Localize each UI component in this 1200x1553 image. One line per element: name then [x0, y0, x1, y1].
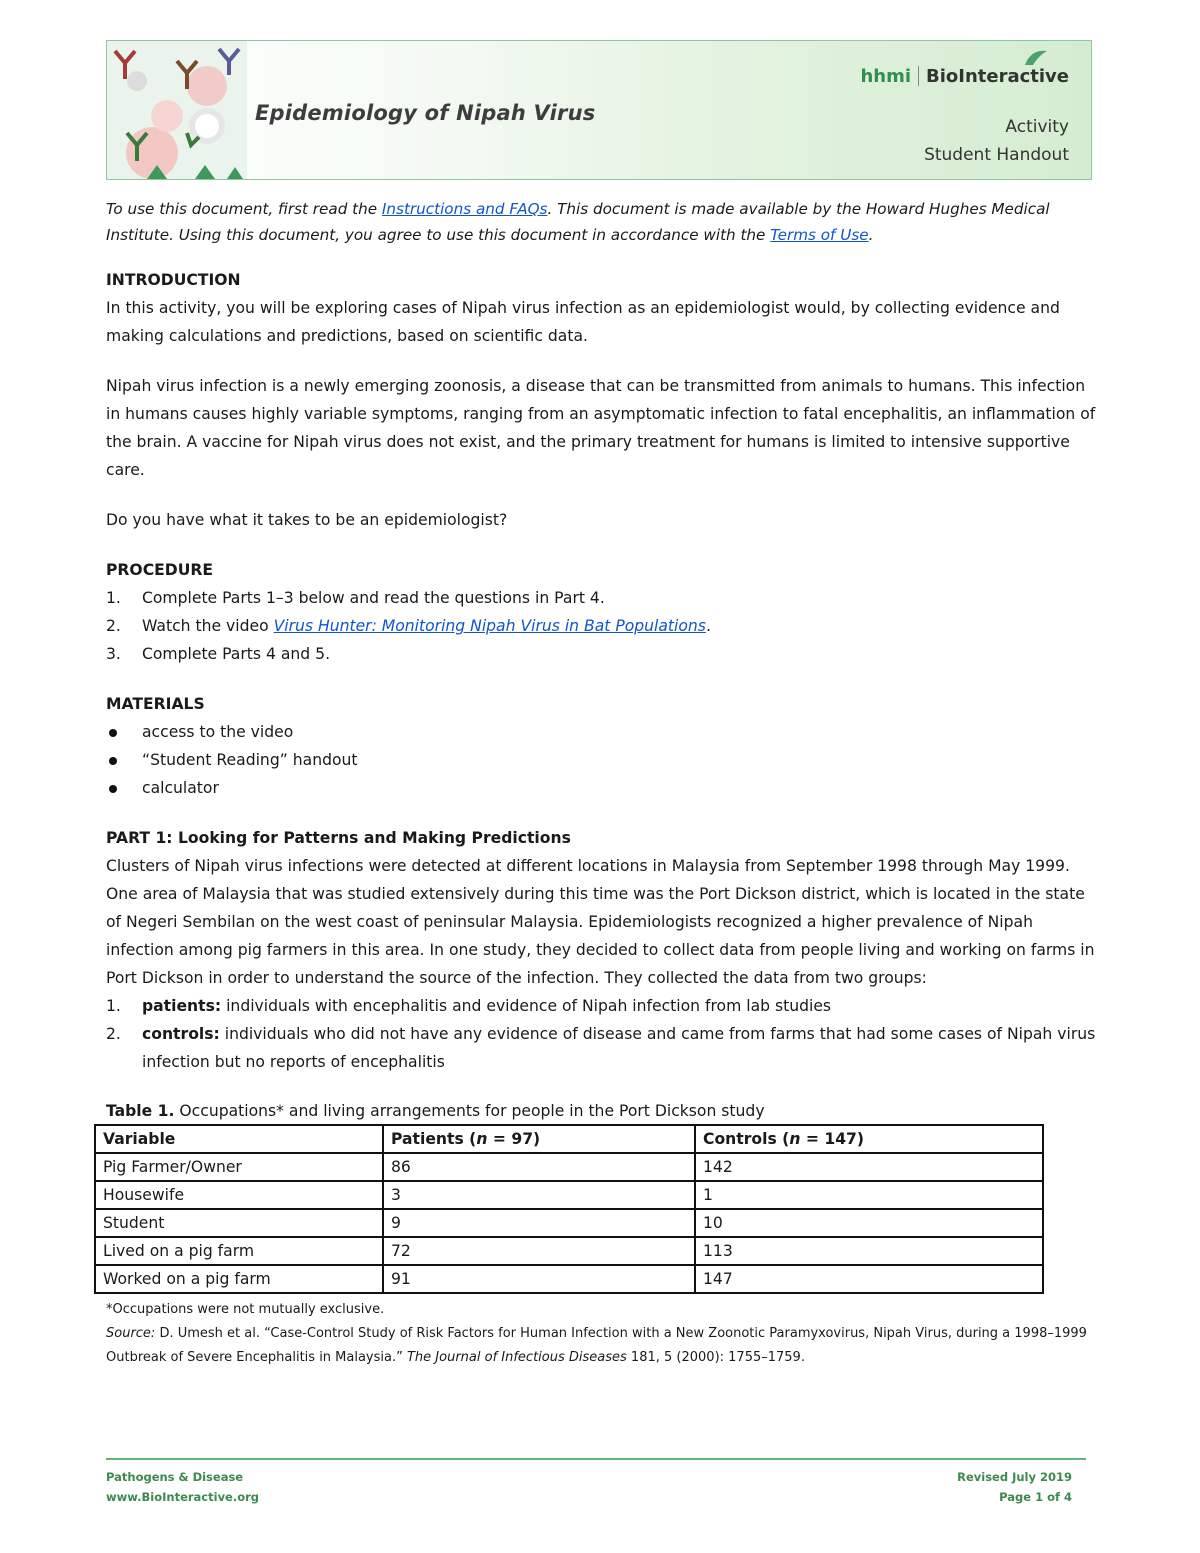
materials-heading: MATERIALS [106, 695, 205, 713]
table-caption-label: Table 1. [106, 1102, 175, 1120]
procedure-heading: PROCEDURE [106, 561, 214, 579]
group-label: patients: [142, 997, 222, 1015]
cell-variable: Pig Farmer/Owner [95, 1153, 383, 1181]
group-number: 2. [106, 1025, 121, 1043]
cell-patients: 3 [383, 1181, 695, 1209]
step-text: Complete Parts 1–3 below and read the questions in Part 4. [142, 589, 605, 607]
usage-notice [106, 196, 1096, 248]
header-patients-count: = 97) [487, 1130, 541, 1148]
doc-type-activity: Activity [1005, 117, 1069, 137]
header-patients-text: Patients ( [391, 1130, 477, 1148]
procedure-list [106, 584, 1096, 668]
hhmi-biointeractive-logo [860, 61, 1069, 91]
doc-type-student-handout: Student Handout [924, 145, 1069, 165]
terms-of-use-link[interactable]: Terms of Use [770, 226, 869, 244]
introduction-heading: INTRODUCTION [106, 271, 241, 289]
occupations-table [94, 1124, 1044, 1294]
footer-category: Pathogens & Disease [106, 1470, 244, 1484]
footer-right [957, 1467, 1072, 1507]
part1-heading: PART 1: Looking for Patterns and Making Predictions [106, 829, 571, 847]
materials-item-text: “Student Reading” handout [142, 751, 358, 769]
step-text: Complete Parts 4 and 5. [142, 645, 331, 663]
header-banner [106, 40, 1092, 180]
antibody-cells-illustration-icon [107, 41, 247, 179]
group-patients [106, 992, 1096, 1020]
group-controls [106, 1020, 1096, 1076]
bullet-icon [109, 785, 117, 793]
step-text-end: . [705, 617, 711, 635]
table-row [95, 1237, 1043, 1265]
document-title: Epidemiology of Nipah Virus [255, 101, 596, 125]
table-header-row [95, 1125, 1043, 1153]
notice-text-2: . This document is made available by the Howard Hughes Medical Institute. Using this document, you agree to use this document in accordance with the [106, 200, 1050, 244]
procedure-step-2 [106, 612, 1096, 640]
cell-variable: Lived on a pig farm [95, 1237, 383, 1265]
cell-controls: 113 [695, 1237, 1043, 1265]
study-groups-list [106, 992, 1096, 1076]
table-row [95, 1265, 1043, 1293]
group-text: individuals who did not have any evidence of disease and came from farms that had some cases of Nipah virus infection but no reports of encephalitis [142, 1025, 1096, 1071]
group-text: individuals with encephalitis and evidence of Nipah infection from lab studies [221, 997, 832, 1015]
bullet-icon [109, 757, 117, 765]
footer-left [106, 1467, 259, 1507]
introduction-paragraph-1: In this activity, you will be exploring cases of Nipah virus infection as an epidemiologist would, by collecting evidence and making calculations and predictions, based on scientific data. [106, 299, 1060, 345]
step-number: 3. [106, 645, 121, 663]
cell-controls: 147 [695, 1265, 1043, 1293]
table-caption-text: Occupations* and living arrangements for people in the Port Dickson study [174, 1102, 765, 1120]
cell-controls: 1 [695, 1181, 1043, 1209]
header-controls-n: n [789, 1130, 801, 1148]
document-type [924, 113, 1069, 169]
table-caption [106, 1098, 1096, 1124]
footnote-text: *Occupations were not mutually exclusive. [106, 1302, 385, 1317]
virus-hunter-video-link[interactable]: Virus Hunter: Monitoring Nipah Virus in Bat Populations [273, 617, 706, 635]
materials-list [106, 718, 1096, 802]
cell-variable: Worked on a pig farm [95, 1265, 383, 1293]
cell-patients: 9 [383, 1209, 695, 1237]
bullet-icon [109, 729, 117, 737]
cell-patients: 86 [383, 1153, 695, 1181]
document-body [103, 196, 1096, 1370]
procedure-step-3 [106, 640, 1096, 668]
logo-biointeractive-text: BioInteractive [926, 65, 1069, 87]
materials-item [106, 774, 1096, 802]
step-number: 1. [106, 589, 121, 607]
header-controls-text: Controls ( [703, 1130, 790, 1148]
procedure-step-1 [106, 584, 1096, 612]
source-citation-end: 181, 5 (2000): 1755–1759. [626, 1350, 805, 1365]
notice-text-3: . [868, 226, 874, 244]
cell-controls: 10 [695, 1209, 1043, 1237]
source-label: Source: [106, 1326, 156, 1341]
cell-variable: Housewife [95, 1181, 383, 1209]
logo-hhmi-text: hhmi [860, 65, 911, 87]
materials-item-text: access to the video [142, 723, 294, 741]
notice-text-1: To use this document, first read the [106, 200, 382, 218]
cell-patients: 72 [383, 1237, 695, 1265]
table-row [95, 1209, 1043, 1237]
table-row [95, 1153, 1043, 1181]
instructions-faqs-link[interactable]: Instructions and FAQs [381, 200, 548, 218]
cell-variable: Student [95, 1209, 383, 1237]
header-patients-n: n [476, 1130, 488, 1148]
part1-paragraph: Clusters of Nipah virus infections were detected at different locations in Malaysia from September 1998 through May 1999. One area of Malaysia that was studied extensively during this time was the Port Dickson district, which is located in the state of Negeri Sembilan on the west coast of peninsular Malaysia. Epidemiologists recognized a higher prevalence of Nipah infection among pig farmers in this area. In one study, they decided to collect data from people living and working on farms in Port Dickson in order to understand the source of the infection. They collected the data from two groups: [106, 857, 1095, 987]
group-label: controls: [142, 1025, 220, 1043]
footer-website-link[interactable]: www.BioInteractive.org [106, 1490, 260, 1504]
table-footnote [106, 1298, 1096, 1370]
materials-item [106, 746, 1096, 774]
cell-patients: 91 [383, 1265, 695, 1293]
source-text: D. Umesh et al. “Case-Control Study of Risk Factors for Human Infection with a New Zoonotic Paramyxovirus, Nipah Virus, during a 1998–1999 Outbreak of Severe Encephalitis in Malaysia.” [106, 1326, 1087, 1365]
header-controls-count: = 147) [800, 1130, 865, 1148]
group-number: 1. [106, 997, 121, 1015]
step-number: 2. [106, 617, 121, 635]
introduction-paragraph-3: Do you have what it takes to be an epidemiologist? [106, 511, 508, 529]
introduction-paragraph-2: Nipah virus infection is a newly emerging zoonosis, a disease that can be transmitted from animals to humans. This infection in humans causes highly variable symptoms, ranging from an asymptomatic infection to fatal encephalitis, an inflammation of the brain. A vaccine for Nipah virus does not exist, and the primary treatment for humans is limited to intensive supportive care. [106, 377, 1096, 479]
source-journal: The Journal of Infectious Diseases [406, 1350, 627, 1365]
materials-item-text: calculator [142, 779, 219, 797]
footer-divider [106, 1458, 1086, 1460]
logo-divider [918, 66, 919, 86]
footer-revised-date: Revised July 2019 [957, 1470, 1072, 1484]
cell-controls: 142 [695, 1153, 1043, 1181]
footer-page-number: Page 1 of 4 [999, 1490, 1072, 1504]
header-patients [383, 1125, 695, 1153]
header-controls [695, 1125, 1043, 1153]
header-variable: Variable [95, 1125, 383, 1153]
table-row [95, 1181, 1043, 1209]
materials-item [106, 718, 1096, 746]
step-text: Watch the video [142, 617, 274, 635]
